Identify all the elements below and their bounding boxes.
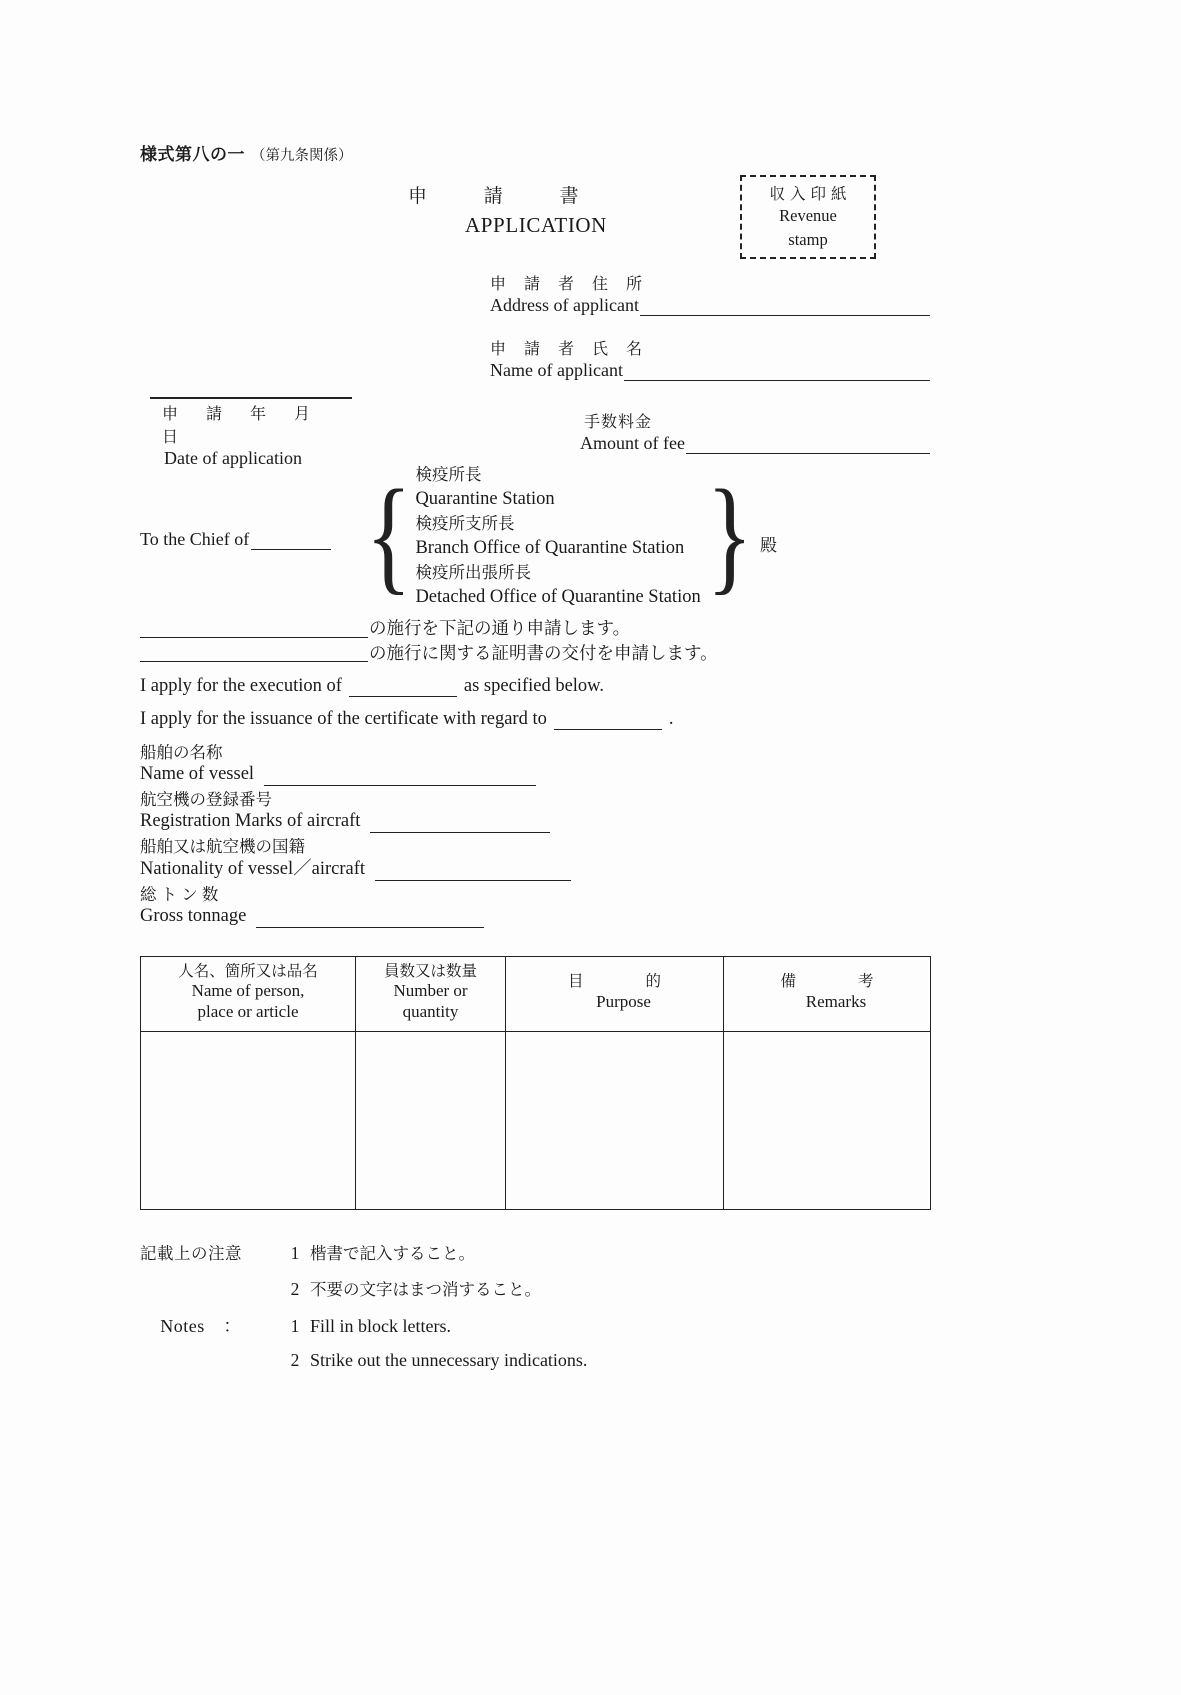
applicant-address-input[interactable] [640, 300, 930, 316]
vessel-name-field[interactable] [140, 763, 930, 786]
japanese-apply-text-1: の施行を下記の通り申請します。 [369, 618, 631, 638]
english-apply-text-2-after: . [668, 709, 674, 729]
applicant-name-input[interactable] [624, 365, 930, 381]
notes-row-jp-2 [140, 1276, 930, 1300]
table-header-purpose [506, 956, 724, 1031]
table-header-purpose-en: Purpose [596, 991, 651, 1011]
english-apply-line-1[interactable] [140, 676, 930, 697]
applicant-name-label-jp: 申 請 者 氏 名 [490, 341, 650, 358]
applicant-address-label-jp: 申 請 者 住 所 [490, 276, 650, 293]
notes-row-en-2 [140, 1350, 930, 1371]
notes-en-2-number: 2 [290, 1349, 300, 1370]
aircraft-registration-label-jp: 航空機の登録番号 [140, 790, 272, 810]
date-input-rule[interactable] [150, 397, 352, 399]
office-option-0-jp[interactable]: 検疫所長 [415, 465, 482, 484]
notes-en-1-text: Fill in block letters. [310, 1315, 451, 1336]
date-label-en: Date of application [164, 448, 302, 468]
revenue-stamp-label-en-2: stamp [788, 230, 828, 249]
office-option-1-en[interactable]: Branch Office of Quarantine Station [415, 537, 685, 558]
quarantine-office-list [411, 463, 704, 610]
table-header-remarks [724, 956, 931, 1031]
english-apply-input-2[interactable] [554, 715, 662, 730]
table-header-number-quantity-en2: quantity [402, 1002, 459, 1022]
brace-left-icon: { [365, 464, 412, 607]
vessel-information-section [140, 742, 930, 928]
amount-of-fee-block [580, 409, 930, 454]
english-apply-text-1-after: as specified below. [463, 676, 604, 696]
japanese-apply-text-2: の施行に関する証明書の交付を申請します。 [369, 642, 718, 663]
chief-addressee-section [140, 461, 930, 626]
fee-input[interactable] [686, 438, 930, 454]
gross-tonnage-field[interactable] [140, 905, 930, 928]
japanese-apply-input-2[interactable] [140, 645, 368, 662]
details-table [140, 956, 931, 1210]
nationality-input[interactable] [375, 866, 571, 881]
table-header-number-quantity-en1: Number or [393, 981, 468, 1001]
form-sheet [140, 140, 930, 1383]
table-header-name-of-person [141, 956, 356, 1031]
table-header-remarks-jp: 備 考 [780, 973, 874, 991]
table-cell-name-of-person[interactable] [141, 1031, 356, 1209]
japanese-apply-line-2[interactable] [140, 642, 930, 663]
table-header-name-of-person-en1: Name of person, [191, 981, 305, 1001]
office-option-1-jp[interactable]: 検疫所支所長 [415, 513, 515, 533]
fee-label-en: Amount of fee [580, 433, 685, 453]
english-apply-text-2-before: I apply for the issuance of the certificate with regard to [140, 709, 547, 729]
revenue-stamp-box [740, 175, 876, 259]
english-apply-text-1-before: I apply for the execution of [140, 676, 342, 696]
notes-jp-2-number: 2 [290, 1278, 300, 1299]
aircraft-registration-field[interactable] [140, 810, 930, 833]
table-header-row [141, 956, 931, 1031]
form-number-row [140, 140, 930, 165]
table-header-number-quantity-jp: 員数又は数量 [383, 962, 477, 980]
notes-row-en-1 [140, 1312, 930, 1338]
english-apply-line-2[interactable] [140, 709, 930, 730]
notes-jp-1-number: 1 [290, 1242, 300, 1263]
form-reference: （第九条関係） [251, 148, 353, 164]
fee-field[interactable] [580, 433, 930, 454]
date-label-jp: 申 請 年 月 日 [162, 406, 323, 446]
table-cell-purpose[interactable] [506, 1031, 724, 1209]
notes-section [140, 1240, 930, 1371]
applicant-name-field[interactable] [490, 360, 930, 381]
notes-en-2-text: Strike out the unnecessary indications. [310, 1349, 588, 1370]
title-japanese: 申 請 書 [408, 186, 605, 207]
table-cell-remarks[interactable] [724, 1031, 931, 1209]
quarantine-office-options [358, 463, 760, 610]
aircraft-registration-label-en: Registration Marks of aircraft [140, 811, 361, 832]
applicant-section [140, 271, 930, 381]
date-of-application-block [150, 397, 360, 469]
fee-label-jp: 手数料金 [584, 414, 653, 431]
applicant-address-field[interactable] [490, 295, 930, 316]
english-apply-input-1[interactable] [349, 682, 457, 697]
gross-tonnage-input[interactable] [256, 913, 484, 928]
nationality-label-en: Nationality of vessel／aircraft [140, 858, 365, 879]
vessel-name-label-en: Name of vessel [140, 764, 255, 785]
title-english: APPLICATION [465, 213, 607, 237]
nationality-field[interactable] [140, 858, 930, 881]
form-number: 様式第八の一 [140, 145, 245, 164]
english-apply-lines [140, 676, 930, 730]
to-the-chief-of-field[interactable] [140, 529, 331, 550]
table-cell-number-quantity[interactable] [356, 1031, 506, 1209]
notes-jp-1-text: 楷書で記入すること。 [310, 1243, 475, 1263]
table-header-name-of-person-jp: 人名、箇所又は品名 [178, 962, 318, 980]
office-option-2-en[interactable]: Detached Office of Quarantine Station [415, 586, 701, 607]
applicant-address-label-en: Address of applicant [490, 295, 639, 315]
table-row [141, 1031, 931, 1209]
date-fee-section [140, 397, 930, 468]
nationality-label-jp: 船舶又は航空機の国籍 [140, 837, 305, 857]
gross-tonnage-label-jp: 総 ト ン 数 [140, 884, 219, 904]
revenue-stamp-label-jp: 収入印紙 [769, 186, 852, 203]
notes-jp-2-text: 不要の文字はまつ消すること。 [310, 1279, 541, 1299]
brace-right-icon: } [706, 464, 753, 607]
vessel-name-input[interactable] [264, 771, 536, 786]
spacer [490, 316, 930, 336]
revenue-stamp-label-en-1: Revenue [779, 206, 837, 225]
office-option-0-en[interactable]: Quarantine Station [415, 488, 555, 509]
table-header-remarks-en: Remarks [805, 991, 867, 1011]
gross-tonnage-label-en: Gross tonnage [140, 905, 247, 926]
notes-en-1-number: 1 [290, 1315, 300, 1336]
notes-heading-jp: 記載上の注意 [140, 1243, 242, 1263]
table-header-name-of-person-en2: place or article [197, 1002, 299, 1022]
aircraft-registration-input[interactable] [370, 818, 550, 833]
notes-heading-en: Notes ： [160, 1315, 242, 1336]
table-header-purpose-jp: 目 的 [567, 973, 661, 991]
to-the-chief-of-label: To the Chief of [140, 529, 250, 549]
japanese-apply-lines [140, 620, 930, 662]
vessel-name-label-jp: 船舶の名称 [140, 743, 223, 762]
title-block [140, 181, 930, 259]
office-option-2-jp[interactable]: 検疫所出張所長 [415, 562, 531, 582]
applicant-name-label-en: Name of applicant [490, 360, 623, 380]
notes-row-jp-1 [140, 1240, 930, 1264]
to-the-chief-of-input[interactable] [251, 534, 331, 550]
honorific-dono: 殿 [760, 536, 777, 555]
table-header-number-quantity [356, 956, 506, 1031]
